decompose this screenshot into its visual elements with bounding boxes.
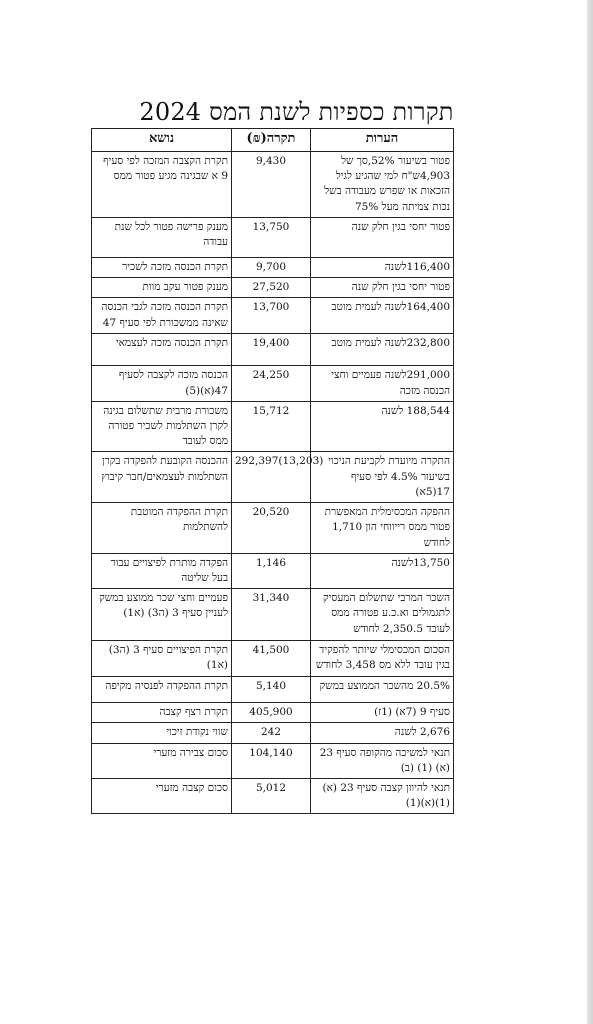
row-amount: 405,900 bbox=[232, 703, 311, 723]
row-subject: סכום קצבה מזערי bbox=[92, 779, 232, 814]
row-amount: 9,430 bbox=[232, 152, 311, 218]
row-subject: מענק פרישה פטור לכל שנת עבודה bbox=[92, 217, 232, 257]
row-subject: תקרת הכנסה מזכה לעצמאי bbox=[92, 334, 232, 366]
row-subject: שווי נקודת זיכוי bbox=[92, 723, 232, 743]
header-amount: תקרה(₪) bbox=[232, 129, 311, 152]
table-row bbox=[92, 553, 454, 588]
row-notes: 188,544 לשנה bbox=[311, 401, 454, 452]
row-amount: 13,750 bbox=[232, 217, 311, 257]
row-subject: תקרת ההפקדה לפנסיה מקיפה bbox=[92, 677, 232, 703]
table-row bbox=[92, 401, 454, 452]
row-notes: התקרה מיועדת לקביעת הניכוי בשיעור 4.5% לפי סעיף 17(5א) bbox=[311, 452, 454, 503]
row-notes: השכר המרבי שתשלום המעסיק לתגמולים וא.כ.ע פטורה ממס לעובד 2,350.5 לחודש bbox=[311, 589, 454, 641]
row-subject: תקרת ההפקדה המוטבת להשתלמות bbox=[92, 503, 232, 554]
table-row bbox=[92, 366, 454, 401]
table-row bbox=[92, 257, 454, 277]
row-subject: תקרת הפיצויים סעיף 3 (ה3)(א1) bbox=[92, 641, 232, 677]
row-subject: הפקדה מותרת לפיצויים עבור בעל שליטה bbox=[92, 553, 232, 588]
row-amount: 5,012 bbox=[232, 779, 311, 814]
row-amount: 20,520 bbox=[232, 503, 311, 554]
header-notes: הערות bbox=[311, 129, 454, 152]
table-row bbox=[92, 779, 454, 814]
table-row bbox=[92, 743, 454, 778]
row-subject: פעמיים וחצי שכר ממוצע במשק לעניין סעיף 3 (ה3) (א1) bbox=[92, 589, 232, 641]
row-amount: 9,700 bbox=[232, 257, 311, 277]
row-subject: תקרת הכנסה מזכה לשכיר bbox=[92, 257, 232, 277]
row-subject: תקרת הכנסה מזכה לגבי הכנסה שאינה ממשכורת לפי סעיף 47 bbox=[92, 298, 232, 334]
table-header-row bbox=[92, 129, 454, 152]
row-subject: תקרת רצף קצבה bbox=[92, 703, 232, 723]
row-amount: 15,712 bbox=[232, 401, 311, 452]
row-notes: 291,000לשנה פעמיים וחצי הכנסה מזכה bbox=[311, 366, 454, 401]
row-subject: תקרת הקצבה המזכה לפי סעיף 9 א שבגינה מגיע פטור ממס bbox=[92, 152, 232, 218]
table-row bbox=[92, 641, 454, 677]
row-notes: פטור יחסי בגין חלק שנה bbox=[311, 217, 454, 257]
tax-ceilings-table bbox=[91, 128, 454, 814]
row-notes: 20.5% מהשכר הממוצע במשק bbox=[311, 677, 454, 703]
table-row bbox=[92, 334, 454, 366]
row-amount: 1,146 bbox=[232, 553, 311, 588]
table-row bbox=[92, 298, 454, 334]
table-row bbox=[92, 278, 454, 298]
table-row bbox=[92, 217, 454, 257]
row-amount: 27,520 bbox=[232, 278, 311, 298]
row-amount: 24,250 bbox=[232, 366, 311, 401]
row-subject: סכום צבירה מזערי bbox=[92, 743, 232, 778]
row-notes: 13,750לשנה bbox=[311, 553, 454, 588]
row-notes: 232,800לשנה לעמית מוטב bbox=[311, 334, 454, 366]
row-notes: ההפקה המכסימלית המאפשרת פטור ממס רייווחי הון 1,710 לחודש bbox=[311, 503, 454, 554]
row-amount: 31,340 bbox=[232, 589, 311, 641]
row-amount: 41,500 bbox=[232, 641, 311, 677]
page-edge bbox=[587, 0, 593, 1024]
table-row bbox=[92, 452, 454, 503]
row-notes: פטור בשיעור 52%,סך של 4,903ש"ח למי שהגיע לגיל הזכאות או שפרש מעבודה בשל נכות צמיתה מעל 75% bbox=[311, 152, 454, 218]
row-subject: משכורת מרבית שתשלום בגינה לקרן השתלמות לשכיר פטורה ממס לעובד bbox=[92, 401, 232, 452]
row-amount: 13,700 bbox=[232, 298, 311, 334]
row-subject: ההכנסה הקובעת להפקדה בקרן השתלמות לעצמאים/חבר קיבוץ bbox=[92, 452, 232, 503]
row-notes: 2,676 לשנה bbox=[311, 723, 454, 743]
row-notes: 116,400לשנה bbox=[311, 257, 454, 277]
header-subject: נושא bbox=[92, 129, 232, 152]
table-row bbox=[92, 677, 454, 703]
row-notes: פטור יחסי בגין חלק שנה bbox=[311, 278, 454, 298]
table-row bbox=[92, 703, 454, 723]
row-amount: 104,140 bbox=[232, 743, 311, 778]
row-notes: הסכום המכסימלי שיותר להפקיד בגין עובד ללא מס 3,458 לחודש bbox=[311, 641, 454, 677]
row-notes: תנאי להיוון קצבה סעיף 23 (א) (1)(א)(1) bbox=[311, 779, 454, 814]
row-notes: תנאי למשיכה מהקופה סעיף 23 (א) (1) (ב) bbox=[311, 743, 454, 778]
row-amount: 5,140 bbox=[232, 677, 311, 703]
row-notes: 164,400לשנה לעמית מוטב bbox=[311, 298, 454, 334]
table-row bbox=[92, 503, 454, 554]
row-subject: הכנסה מזכה לקצבה לסעיף 47(א)(5) bbox=[92, 366, 232, 401]
document-title: תקרות כספיות לשנת המס 2024 bbox=[139, 98, 454, 126]
row-notes: סעיף 9 (7א) (1ז) bbox=[311, 703, 454, 723]
table-row bbox=[92, 589, 454, 641]
row-amount: 292,397(13,203) bbox=[232, 452, 311, 503]
table-row bbox=[92, 723, 454, 743]
row-amount: 19,400 bbox=[232, 334, 311, 366]
row-subject: מענק פטור עקב מוות bbox=[92, 278, 232, 298]
row-amount: 242 bbox=[232, 723, 311, 743]
table-row bbox=[92, 152, 454, 218]
